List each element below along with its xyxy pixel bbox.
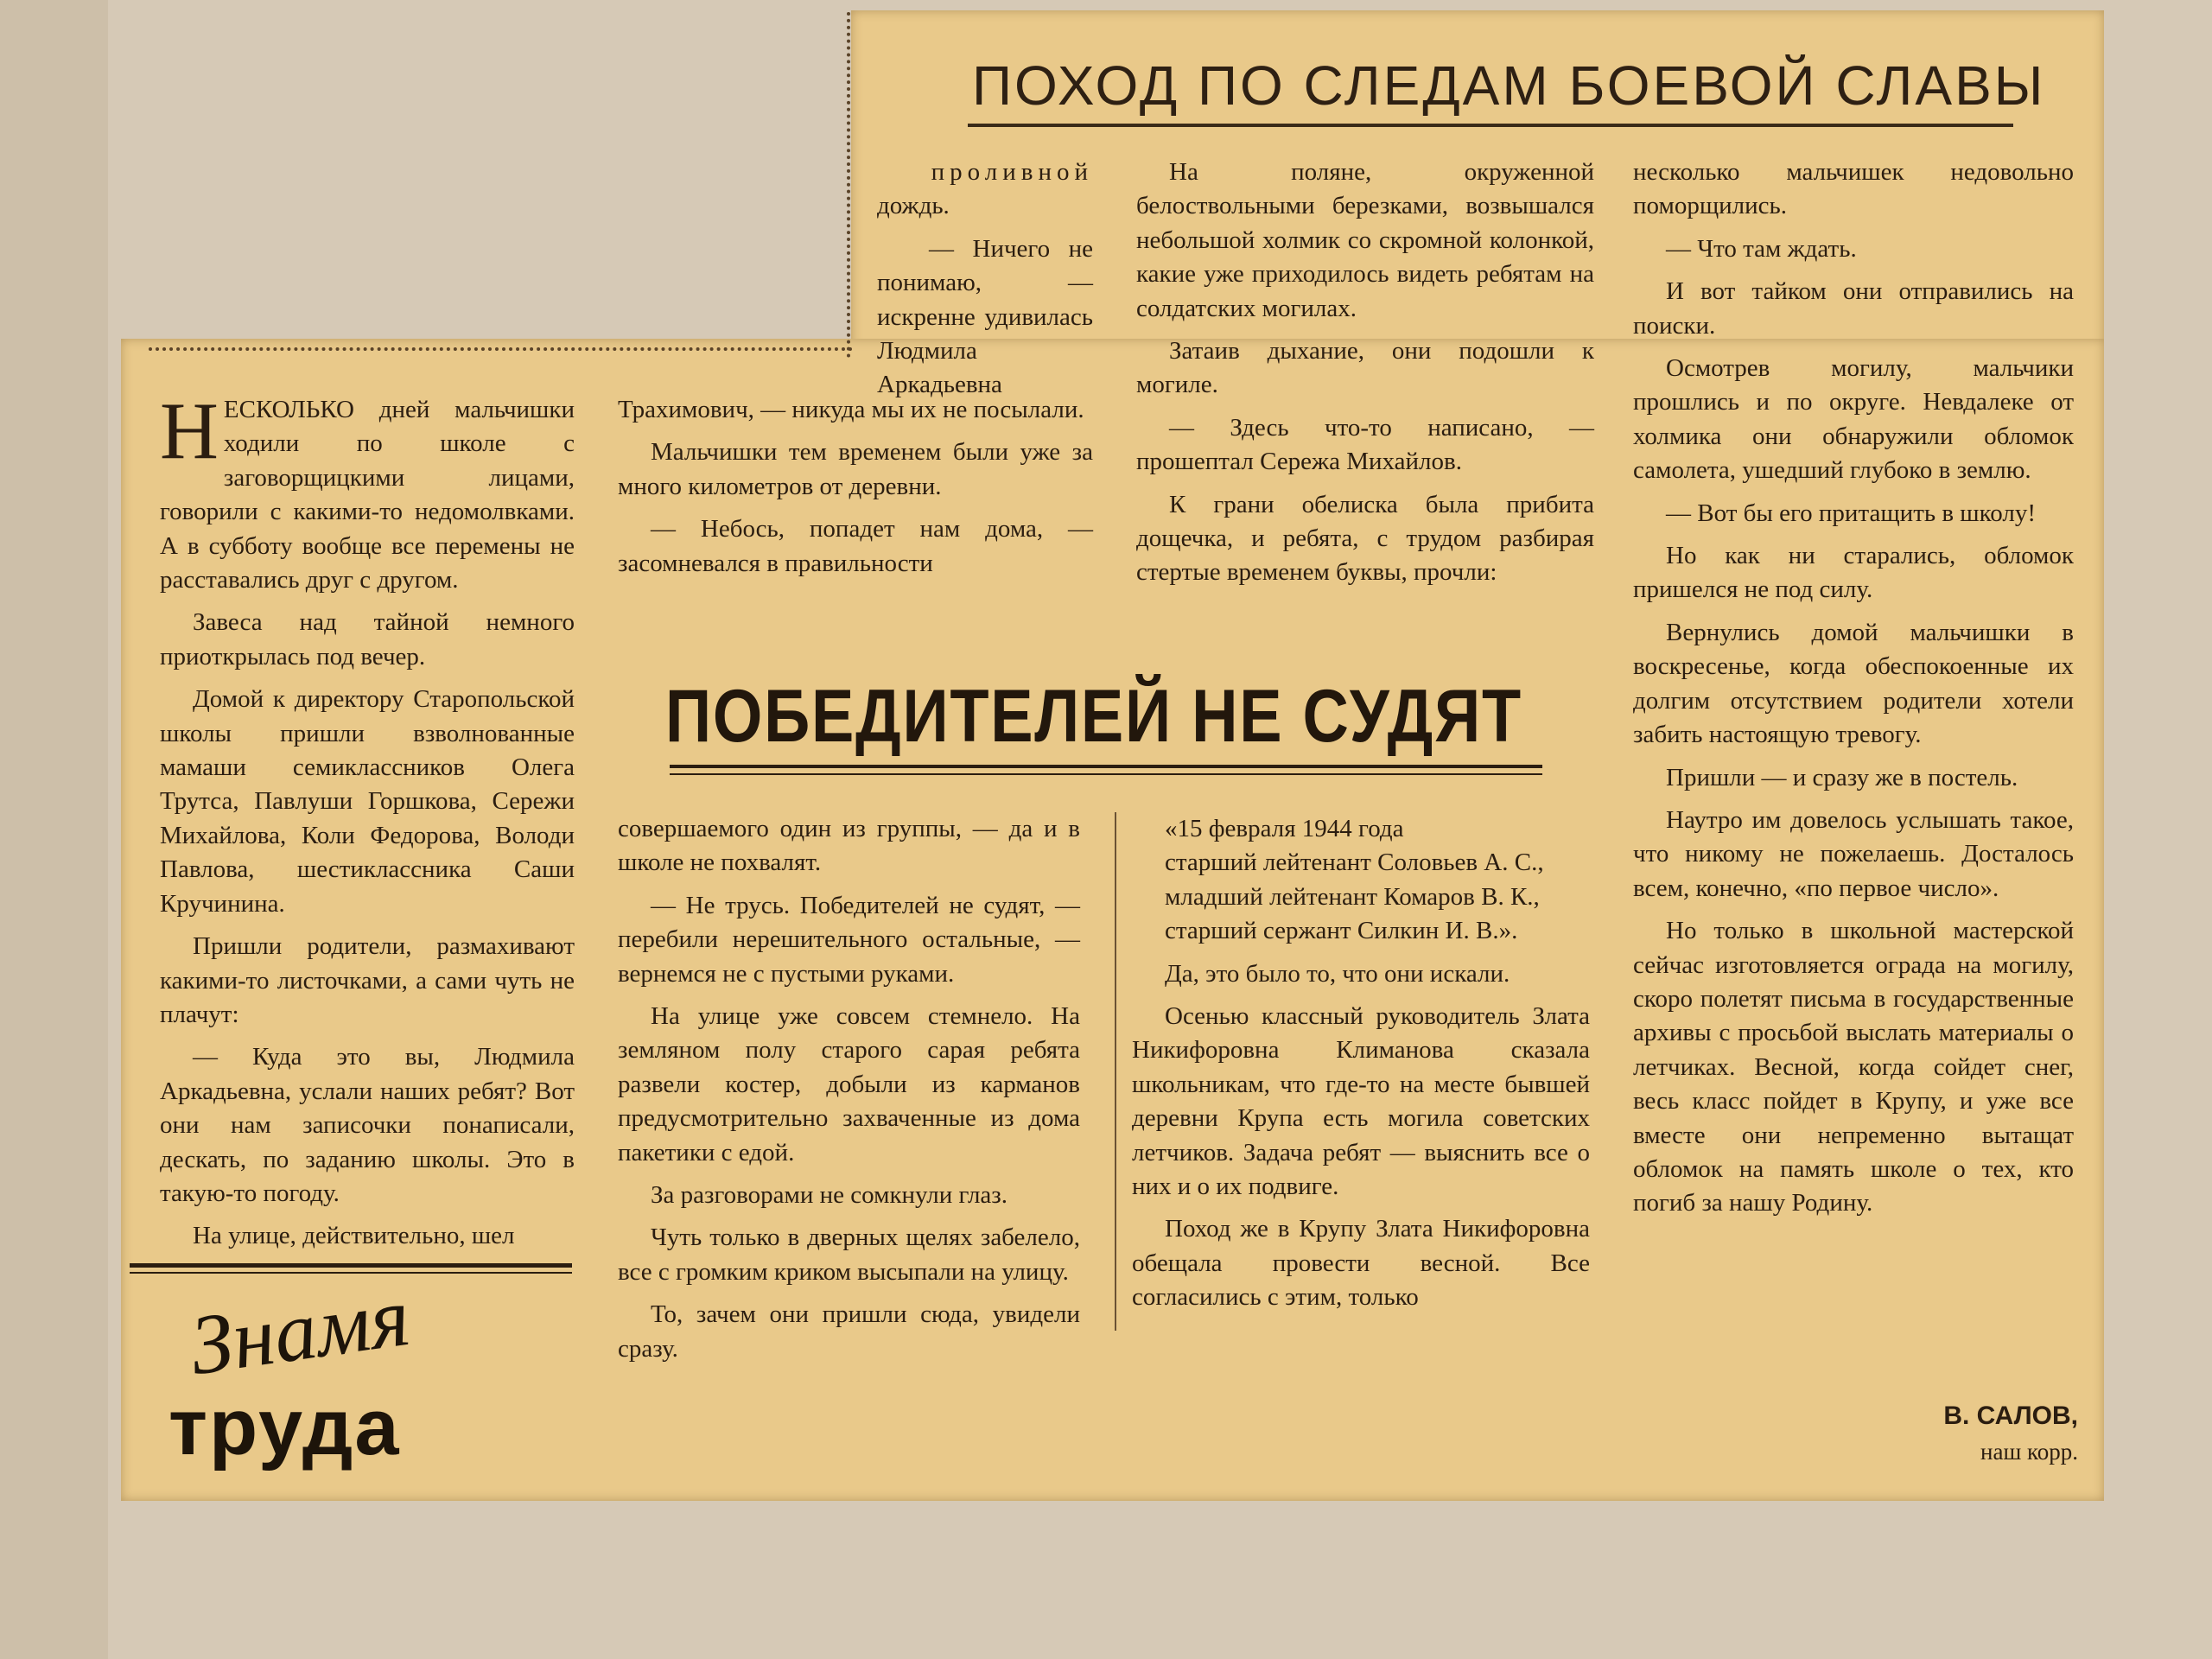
- column-2-lower: [618, 812, 1080, 1375]
- text-paragraph: Вернулись домой мальчишки в воскресенье, когда обеспокоенные их долгим отсутствием родители хотели забить настоящую тревогу.: [1633, 618, 2074, 749]
- text-paragraph: совершаемого один из группы, — да и в школе не похвалят.: [618, 815, 1080, 877]
- text-paragraph: На поляне, окруженной белоствольными березками, возвышался небольшой холмик со скромной колонкой, какие уже приходилось видеть ребятам на солдатских могилах.: [1136, 158, 1594, 322]
- header-title: ПОХОД ПО СЛЕДАМ БОЕВОЙ СЛАВЫ: [972, 54, 2046, 117]
- text-paragraph: Осмотрев могилу, мальчики прошлись и по округе. Невдалеке от холмика они обнаружили обломок самолета, ушедший глубоко в землю.: [1633, 354, 2074, 485]
- headline-rule: [670, 765, 1542, 768]
- header-rule: [968, 124, 2013, 127]
- text-paragraph: Чуть только в дверных щелях забелело, все с громким криком высыпали на улицу.: [618, 1224, 1080, 1286]
- inscription-line: старший лейтенант Соловьев А. С.,: [1165, 849, 1544, 877]
- text-fragment: проливной: [931, 158, 1093, 186]
- author-signature: В. САЛОВ,: [1943, 1402, 2078, 1430]
- text-paragraph: Осенью классный руководитель Злата Никифоровна Климанова сказала школьникам, что где-то на месте бывшей деревни Крупа есть могила советских летчиков. Задача ребят — выяснить все о них и о их подвиге.: [1132, 1002, 1590, 1201]
- text-paragraph: На улице, действительно, шел: [193, 1222, 515, 1250]
- inscription-line: младший лейтенант Комаров В. К.,: [1165, 882, 1540, 911]
- headline-rule-thin: [670, 773, 1542, 775]
- text-paragraph: Пришли — и сразу же в постель.: [1666, 763, 2018, 791]
- inscription-line: старший сержант Силкин И. В.».: [1165, 917, 1518, 945]
- text-paragraph: Но только в школьной мастерской сейчас изготовляется ограда на могилу, скоро полетят письма в государственные архивы с просьбой выслать материалы о летчиках. Весной, когда сойдет снег, весь класс пойдет в Крупу, и уже все вместе они непременно вытащат обломок на память школе о тех, кто погиб за нашу Родину.: [1633, 917, 2074, 1217]
- masthead-rule-thin: [130, 1272, 572, 1274]
- text-paragraph: Но как ни старались, обломок пришелся не под силу.: [1633, 542, 2074, 604]
- column-4: [1633, 156, 2074, 1230]
- inscription-line: «15 февраля 1944 года: [1165, 815, 1404, 842]
- column-1: [160, 386, 575, 1262]
- masthead-rule: [130, 1263, 572, 1268]
- text-paragraph: — Что там ждать.: [1666, 234, 1857, 263]
- masthead-bold: труда: [168, 1383, 401, 1471]
- column-top-2: [877, 156, 1093, 411]
- text-paragraph: За разговорами не сомкнули глаз.: [651, 1181, 1007, 1210]
- text-paragraph: — Не трусь. Победителей не судят, — перебили нерешительного остальные, — вернемся не с пустыми руками.: [618, 891, 1080, 988]
- text-paragraph: Затаив дыхание, они подошли к могиле.: [1136, 337, 1594, 399]
- column-3-top: [1136, 156, 1594, 599]
- text-paragraph: Домой к директору Старопольской школы пришли взволнованные мамаши семиклассников Олега Трутса, Павлуши Горшкова, Сережи Михайлова, Коли Федорова, Володи Павлова, шестиклассника Саши Кручинина.: [160, 685, 575, 918]
- headline: ПОБЕДИТЕЛЕЙ НЕ СУДЯТ: [665, 675, 1522, 758]
- text-paragraph: Наутро им довелось услышать такое, что никому не пожелаешь. Досталось всем, конечно, «по первое число».: [1633, 805, 2074, 902]
- text-paragraph: — Небось, попадет нам дома, — засомневался в правильности: [618, 515, 1093, 577]
- text-paragraph: Пришли родители, размахивают какими-то листочками, а сами чуть не плачут:: [160, 932, 575, 1028]
- text-paragraph: Завеса над тайной немного приоткрылась под вечер.: [160, 608, 575, 671]
- text-paragraph: Трахимович, — никуда мы их не посылали.: [618, 396, 1084, 423]
- text-paragraph: На улице уже совсем стемнело. На земляном полу старого сарая ребята развели костер, добыли из карманов предусмотрительно захваченные из дома пакетики с едой.: [618, 1002, 1080, 1166]
- masthead-script: Знамя: [184, 1269, 416, 1394]
- cut-line-vertical: [847, 12, 859, 358]
- column-divider: [1115, 812, 1116, 1331]
- text-paragraph: К грани обелиска была прибита дощечка, и ребята, с трудом разбирая стертые временем буквы, прочли:: [1136, 490, 1594, 587]
- background-edge: [0, 0, 108, 1659]
- text-paragraph: Да, это было то, что они искали.: [1165, 959, 1510, 988]
- text-paragraph: — Куда это вы, Людмила Аркадьевна, услали наших ребят? Вот они нам записочки понаписали, дескать, по заданию школы. Это в такую-то погоду.: [160, 1043, 575, 1207]
- text-paragraph: Поход же в Крупу Злата Никифоровна обещала провести весной. Все согласились с этим, только: [1132, 1215, 1590, 1312]
- cut-line-horizontal: [149, 347, 853, 351]
- text-paragraph: — Здесь что-то написано, — прошептал Сережа Михайлов.: [1136, 413, 1594, 476]
- text-paragraph: И вот тайком они отправились на поиски.: [1633, 277, 2074, 340]
- text-paragraph: — Ничего не понимаю, —искренне удивилась Людмила Аркадьевна: [877, 234, 1093, 399]
- text-paragraph: — Вот бы его притащить в школу!: [1666, 499, 2036, 527]
- column-2-upper: [618, 393, 1093, 589]
- lead-text: ЕСКОЛЬКО дней мальчишки ходили по школе с заговорщицкими лицами, говорили с какими-то недомолвками. А в субботу вообще все перемены не расставались друг с другом.: [160, 396, 575, 594]
- text-paragraph: Мальчишки тем временем были уже за много километров от деревни.: [618, 438, 1093, 500]
- dropcap: Н: [160, 386, 219, 476]
- text-paragraph: несколько мальчишек недовольно поморщились.: [1633, 158, 2074, 220]
- text-paragraph: То, зачем они пришли сюда, увидели сразу.: [618, 1300, 1080, 1363]
- author-role: наш корр.: [1980, 1439, 2078, 1465]
- column-3-lower: [1132, 812, 1590, 1324]
- text-fragment: дождь.: [877, 192, 950, 220]
